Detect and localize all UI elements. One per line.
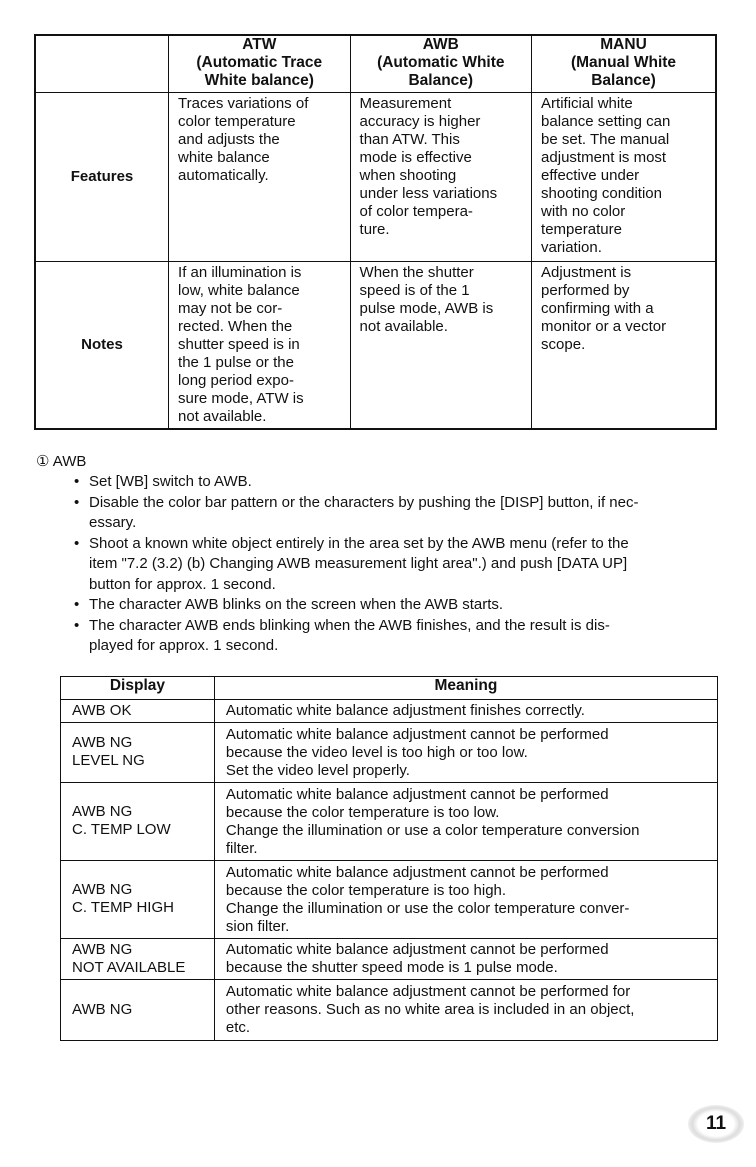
table-cell: Traces variations of color temperature and adjusts the white balance automatically. [169,93,351,262]
list-item [36,616,726,657]
display-cell: AWB NG [61,980,215,1041]
table-header-row [35,35,716,93]
table-cell: Measurement accuracy is higher than ATW. This mode is effective when shooting under less variations of color tempera- ture. [350,93,532,262]
list-item [36,595,726,616]
awb-section [36,452,726,657]
header-awb: AWB (Automatic White Balance) [350,35,532,93]
header-empty [35,35,169,93]
table-cell: If an illumination is low, white balance may not be cor- rected. When the shutter speed is in the 1 pulse or the long period expo- sure mode, ATW is not available. [169,262,351,429]
header-atw: ATW (Automatic Trace White balance) [169,35,351,93]
meaning-cell: Automatic white balance adjustment cannot be performed because the color temperature is too low. Change the illumination or use a color temperature conversion filter. [214,783,717,861]
bullet-icon: • [74,616,80,634]
list-item [36,493,726,534]
table-row [61,980,718,1041]
row-label: Features [35,93,169,262]
row-label: Notes [35,262,169,429]
list-item-text: Shoot a known white object entirely in the area set by the AWB menu (refer to the item "7.2 (3.2) (b) Changing AWB measurement light area".) and push [DATA UP] button for approx. 1 second. [89,534,629,593]
list-item-text: Disable the color bar pattern or the characters by pushing the [DISP] button, if nec- essary. [89,493,639,531]
meaning-cell: Automatic white balance adjustment cannot be performed because the color temperature is too high. Change the illumination or use the color temperature conver- sion filter. [214,861,717,939]
table-cell: When the shutter speed is of the 1 pulse mode, AWB is not available. [350,262,532,429]
table-row [61,700,718,723]
table-row [61,783,718,861]
list-item [36,472,726,493]
table-row [61,939,718,980]
display-cell: AWB NG LEVEL NG [61,723,215,783]
bullet-icon: • [74,534,80,552]
list-item-text: The character AWB blinks on the screen when the AWB starts. [89,596,504,613]
awb-display-table [60,676,718,1041]
meaning-cell: Automatic white balance adjustment finishes correctly. [214,700,717,723]
table-row-features [35,93,716,262]
meaning-cell: Automatic white balance adjustment cannot be performed for other reasons. Such as no white area is included in an object, etc. [214,980,717,1041]
display-cell: AWB NG NOT AVAILABLE [61,939,215,980]
section-title: ① AWB [36,453,87,470]
table-cell: Artificial white balance setting can be set. The manual adjustment is most effective under shooting condition with no color temperature variation. [532,93,716,262]
table-row [61,861,718,939]
display-cell: AWB NG C. TEMP LOW [61,783,215,861]
white-balance-modes-table [34,34,717,430]
bullet-list [36,472,726,657]
table-row-notes [35,262,716,429]
table-header-row [61,677,718,700]
list-item [36,534,726,596]
bullet-icon: • [74,493,80,511]
bullet-icon: • [74,596,80,613]
page-number: 11 [688,1105,744,1143]
list-item-text: Set [WB] switch to AWB. [89,473,252,490]
display-cell: AWB OK [61,700,215,723]
header-display: Display [61,677,215,700]
table-cell: Adjustment is performed by confirming with a monitor or a vector scope. [532,262,716,429]
list-item-text: The character AWB ends blinking when the AWB finishes, and the result is dis- played for approx. 1 second. [89,616,610,654]
header-manu: MANU (Manual White Balance) [532,35,716,93]
table-row [61,723,718,783]
bullet-icon: • [74,473,80,490]
meaning-cell: Automatic white balance adjustment cannot be performed because the shutter speed mode is 1 pulse mode. [214,939,717,980]
display-cell: AWB NG C. TEMP HIGH [61,861,215,939]
header-meaning: Meaning [214,677,717,700]
meaning-cell: Automatic white balance adjustment cannot be performed because the video level is too high or too low. Set the video level properly. [214,723,717,783]
